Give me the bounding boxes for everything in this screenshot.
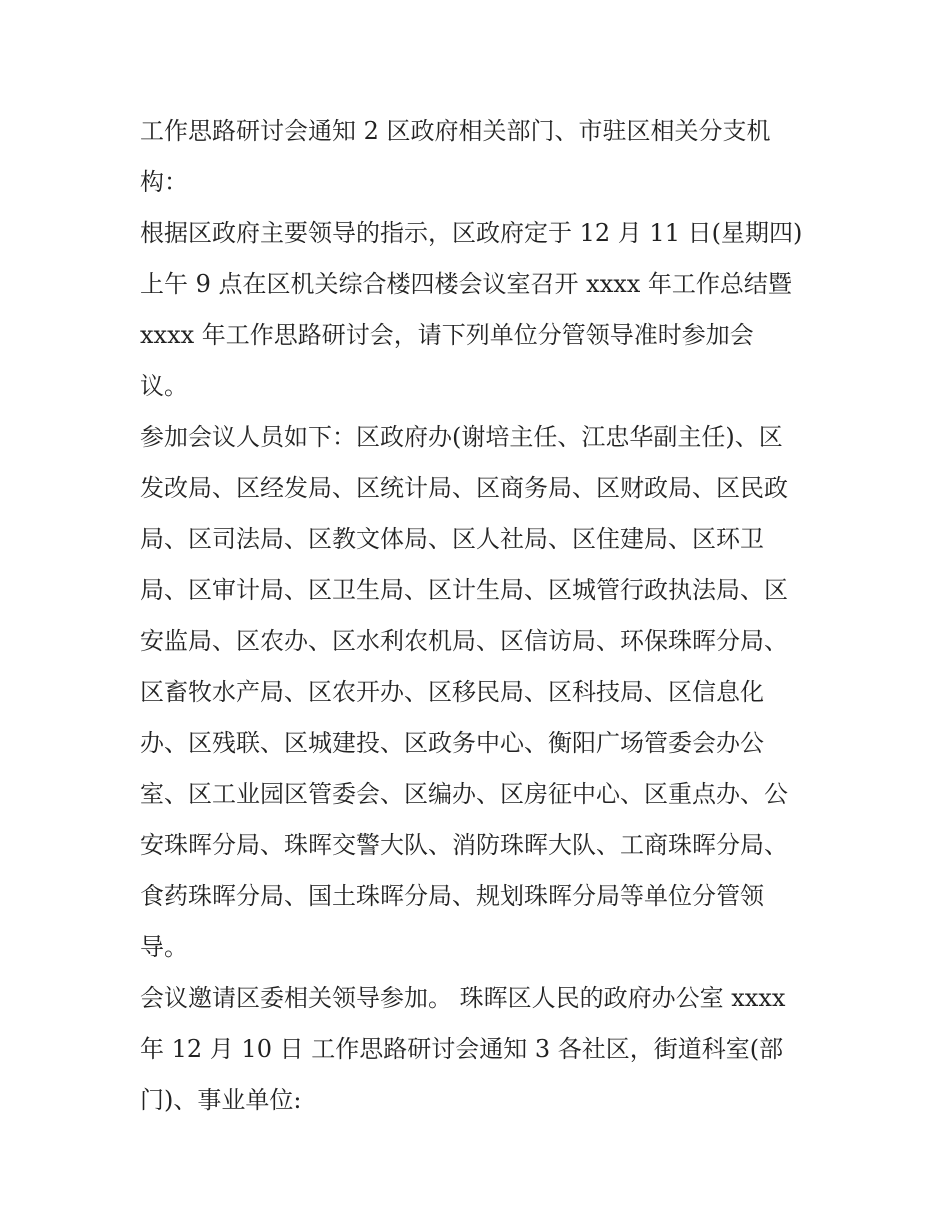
text-line-19: 年 12 月 10 日 工作思路研讨会通知 3 各社区，街道科室(部 bbox=[140, 1035, 784, 1063]
document-body bbox=[140, 106, 820, 1126]
text-line-11: 安监局、区农办、区水利农机局、区信访局、环保珠晖分局、 bbox=[140, 627, 788, 655]
text-line-13: 办、区残联、区城建投、区政务中心、衡阳广场管委会办公 bbox=[140, 729, 764, 757]
text-line-10: 局、区审计局、区卫生局、区计生局、区城管行政执法局、区 bbox=[140, 576, 788, 604]
text-line-5: xxxx 年工作思路研讨会，请下列单位分管领导准时参加会 bbox=[140, 321, 754, 349]
text-line-20: 门)、事业单位: bbox=[140, 1086, 302, 1114]
text-line-1: 工作思路研讨会通知 2 区政府相关部门、市驻区相关分支机 bbox=[140, 117, 771, 145]
text-line-15: 安珠晖分局、珠晖交警大队、消防珠晖大队、工商珠晖分局、 bbox=[140, 831, 788, 859]
text-line-3: 根据区政府主要领导的指示，区政府定于 12 月 11 日(星期四) bbox=[140, 219, 803, 247]
text-line-7: 参加会议人员如下：区政府办(谢培主任、江忠华副主任)、区 bbox=[140, 423, 783, 451]
text-line-2: 构： bbox=[140, 168, 188, 196]
text-line-8: 发改局、区经发局、区统计局、区商务局、区财政局、区民政 bbox=[140, 474, 788, 502]
text-line-16: 食药珠晖分局、国土珠晖分局、规划珠晖分局等单位分管领 bbox=[140, 882, 764, 910]
text-line-12: 区畜牧水产局、区农开办、区移民局、区科技局、区信息化 bbox=[140, 678, 764, 706]
text-line-17: 导。 bbox=[140, 933, 188, 961]
text-line-14: 室、区工业园区管委会、区编办、区房征中心、区重点办、公 bbox=[140, 780, 788, 808]
text-line-4: 上午 9 点在区机关综合楼四楼会议室召开 xxxx 年工作总结暨 bbox=[140, 270, 792, 298]
text-line-6: 议。 bbox=[140, 372, 188, 400]
text-line-18: 会议邀请区委相关领导参加。 珠晖区人民的政府办公室 xxxx bbox=[140, 984, 786, 1012]
text-line-9: 局、区司法局、区教文体局、区人社局、区住建局、区环卫 bbox=[140, 525, 764, 553]
